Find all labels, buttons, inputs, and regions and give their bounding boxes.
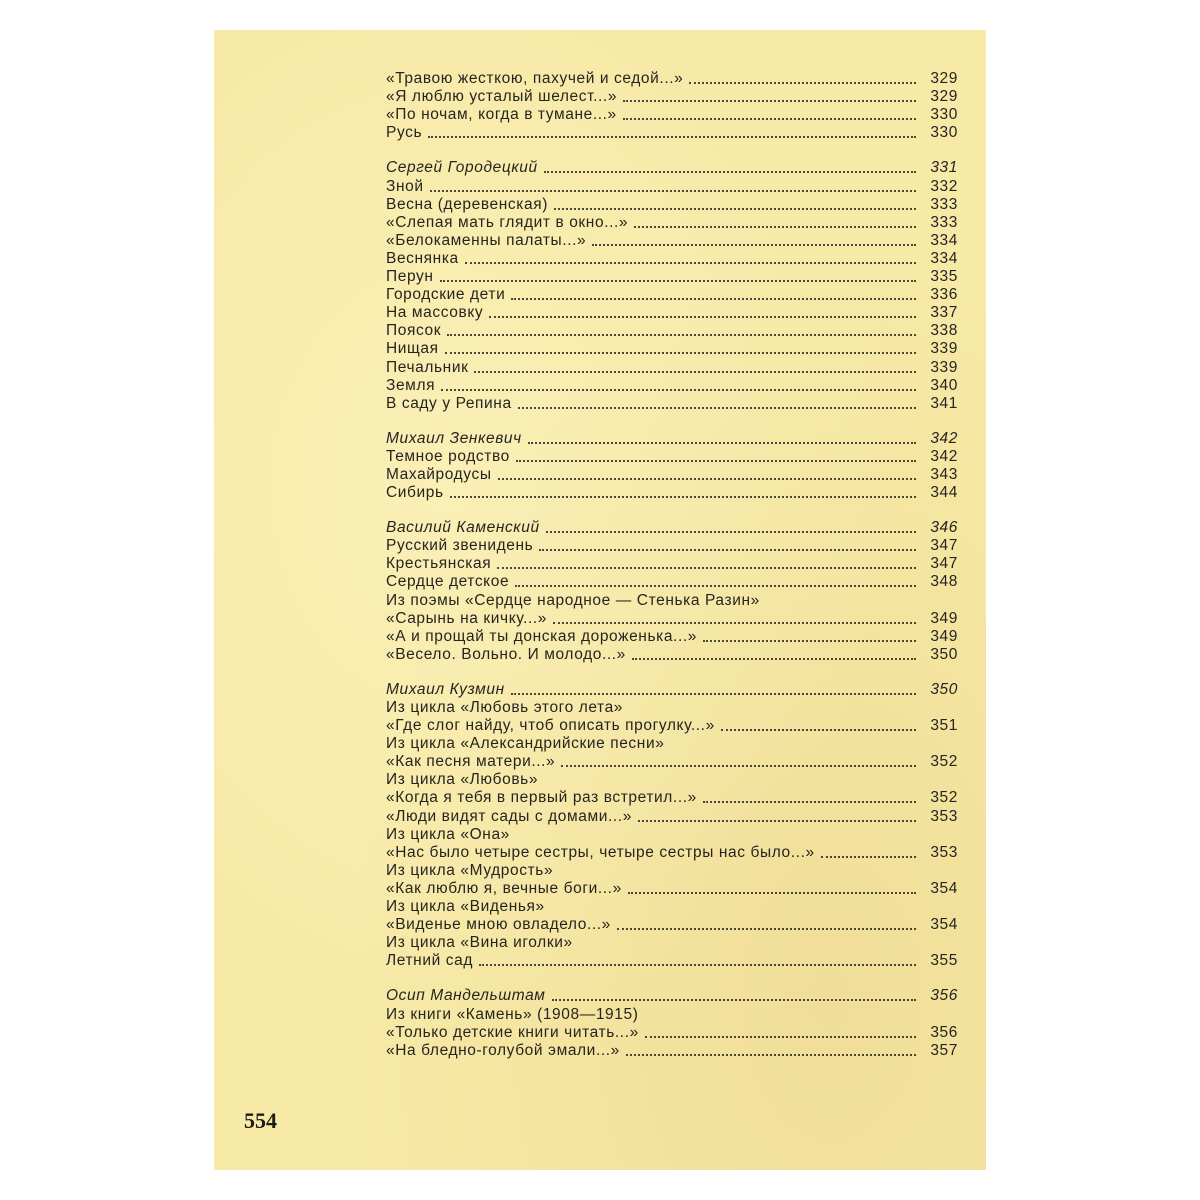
entry-title: «А и прощай ты донская дороженька...» [386, 627, 698, 645]
leader-dots [497, 567, 916, 569]
section-gap [386, 142, 958, 159]
leader-dots [632, 658, 916, 660]
entry-title: Из цикла «Вина иголки» [386, 934, 573, 952]
leader-dots [515, 585, 916, 587]
entry-title: Из поэмы «Сердце народное — Стенька Разин» [386, 591, 760, 609]
toc-entry-row [386, 1042, 958, 1060]
entry-title: Русь [386, 124, 423, 142]
entry-title: Зной [386, 177, 424, 195]
entry-page-number: 347 [930, 555, 958, 573]
author-name: Осип Мандельштам [386, 987, 546, 1005]
toc-entry-row [386, 358, 958, 376]
toc-entry-row [386, 628, 958, 646]
leader-dots [498, 478, 916, 480]
toc-entry-row [386, 268, 958, 286]
entry-title: На массовку [386, 304, 484, 322]
leader-dots [511, 298, 916, 300]
entry-page-number: 342 [930, 447, 958, 465]
entry-title: Летний сад [386, 952, 473, 970]
leader-dots [450, 496, 916, 498]
entry-title: «Белокаменны палаты...» [386, 231, 587, 249]
section-gap [386, 502, 958, 519]
entry-page-number: 332 [930, 177, 958, 195]
leader-dots [623, 100, 916, 102]
entry-title: Городские дети [386, 286, 506, 304]
toc-entry-row [386, 789, 958, 807]
entry-title: «Травою жесткою, пахучей и седой...» [386, 70, 684, 88]
entry-title: «Весело. Вольно. И молодо...» [386, 645, 626, 663]
entry-page-number: 353 [930, 807, 958, 825]
entry-page-number: 356 [930, 987, 958, 1005]
entry-page-number: 352 [930, 789, 958, 807]
author-name: Василий Каменский [386, 519, 540, 537]
entry-title: Из цикла «Александрийские песни» [386, 735, 665, 753]
entry-title: «Как люблю я, вечные боги...» [386, 879, 622, 897]
leader-dots [628, 892, 916, 894]
entry-title: «Сарынь на кичку...» [386, 609, 548, 627]
author-name: Сергей Городецкий [386, 159, 538, 177]
toc-entry-row [386, 807, 958, 825]
toc-entry-row [386, 916, 958, 934]
entry-page-number: 347 [930, 537, 958, 555]
entry-page-number: 354 [930, 916, 958, 934]
entry-title: «Когда я тебя в первый раз встретил...» [386, 789, 697, 807]
leader-dots [489, 316, 916, 318]
page-number: 554 [244, 1108, 277, 1133]
toc-author-row [386, 519, 958, 537]
entry-title: Темное родство [386, 447, 510, 465]
entry-page-number: 333 [930, 195, 958, 213]
entry-page-number: 348 [930, 573, 958, 591]
toc-entry-row [386, 124, 958, 142]
leader-dots [634, 226, 916, 228]
book-page [214, 30, 986, 1170]
toc-author-row [386, 987, 958, 1005]
toc-entry-row [386, 537, 958, 555]
leader-dots [626, 1054, 916, 1056]
leader-dots [592, 244, 916, 246]
entry-title: Земля [386, 376, 436, 394]
entry-title: Веснянка [386, 249, 459, 267]
toc-entry-row [386, 88, 958, 106]
entry-page-number: 336 [930, 286, 958, 304]
toc-cycle-heading [386, 826, 958, 844]
leader-dots [638, 820, 916, 822]
leader-dots [511, 693, 916, 695]
toc-entry-row [386, 573, 958, 591]
toc-entry-row [386, 717, 958, 735]
leader-dots [689, 82, 916, 84]
toc-entry-row [386, 484, 958, 502]
toc-cycle-heading [386, 1005, 958, 1023]
toc-entry-row [386, 196, 958, 214]
author-name: Михаил Зенкевич [386, 429, 522, 447]
toc-entry-row [386, 177, 958, 195]
entry-title: Сердце детское [386, 573, 510, 591]
toc-entry-row [386, 448, 958, 466]
entry-title: «Только детские книги читать...» [386, 1023, 639, 1041]
leader-dots [447, 334, 916, 336]
entry-title: Махайродусы [386, 465, 492, 483]
toc-entry-row [386, 952, 958, 970]
toc-entry-row [386, 880, 958, 898]
entry-title: «Люди видят сады с домами...» [386, 807, 632, 825]
table-of-contents [386, 70, 958, 1060]
entry-page-number: 333 [930, 213, 958, 231]
leader-dots [465, 262, 916, 264]
toc-author-row [386, 430, 958, 448]
toc-entry-row [386, 232, 958, 250]
entry-title: Нищая [386, 340, 439, 358]
entry-page-number: 340 [930, 376, 958, 394]
leader-dots [546, 531, 916, 533]
entry-title: Сибирь [386, 484, 444, 502]
entry-title: Из цикла «Она» [386, 825, 510, 843]
entry-page-number: 337 [930, 304, 958, 322]
leader-dots [441, 389, 916, 391]
entry-title: Из цикла «Виденья» [386, 898, 545, 916]
entry-title: «Где слог найду, чтоб описать прогулку...» [386, 717, 715, 735]
leader-dots [428, 136, 916, 138]
leader-dots [561, 765, 916, 767]
entry-page-number: 335 [930, 268, 958, 286]
leader-dots [445, 352, 916, 354]
entry-page-number: 329 [930, 70, 958, 88]
entry-page-number: 350 [930, 680, 958, 698]
leader-dots [703, 801, 916, 803]
toc-entry-row [386, 322, 958, 340]
entry-page-number: 341 [930, 394, 958, 412]
leader-dots [552, 999, 916, 1001]
leader-dots [539, 549, 916, 551]
entry-page-number: 334 [930, 231, 958, 249]
entry-title: Из цикла «Любовь» [386, 771, 539, 789]
toc-entry-row [386, 466, 958, 484]
entry-page-number: 346 [930, 519, 958, 537]
leader-dots [440, 280, 916, 282]
leader-dots [516, 460, 916, 462]
leader-dots [474, 371, 916, 373]
entry-title: Из цикла «Мудрость» [386, 861, 554, 879]
toc-cycle-heading [386, 591, 958, 609]
entry-page-number: 334 [930, 249, 958, 267]
toc-cycle-heading [386, 898, 958, 916]
toc-cycle-heading [386, 735, 958, 753]
toc-author-row [386, 681, 958, 699]
entry-title: «Нас было четыре сестры, четыре сестры нас было...» [386, 843, 815, 861]
leader-dots [645, 1036, 916, 1038]
entry-page-number: 343 [930, 465, 958, 483]
toc-entry-row [386, 250, 958, 268]
entry-title: Печальник [386, 358, 469, 376]
entry-page-number: 350 [930, 645, 958, 663]
entry-page-number: 344 [930, 484, 958, 502]
entry-page-number: 339 [930, 358, 958, 376]
section-gap [386, 664, 958, 681]
entry-page-number: 339 [930, 340, 958, 358]
leader-dots [617, 928, 916, 930]
leader-dots [544, 171, 916, 173]
entry-title: Из цикла «Любовь этого лета» [386, 699, 624, 716]
toc-entry-row [386, 1024, 958, 1042]
entry-page-number: 329 [930, 88, 958, 106]
entry-page-number: 330 [930, 124, 958, 142]
entry-title: «Я люблю усталый шелест...» [386, 88, 618, 106]
entry-title: «Как песня матери...» [386, 753, 556, 771]
entry-title: Весна (деревенская) [386, 195, 548, 213]
leader-dots [518, 407, 916, 409]
leader-dots [528, 442, 916, 444]
entry-title: «На бледно-голубой эмали...» [386, 1041, 620, 1059]
leader-dots [479, 964, 916, 966]
entry-page-number: 331 [930, 159, 958, 177]
toc-cycle-heading [386, 699, 958, 717]
toc-entry-row [386, 377, 958, 395]
toc-entry-row [386, 555, 958, 573]
entry-page-number: 349 [930, 609, 958, 627]
section-gap [386, 970, 958, 987]
entry-page-number: 355 [930, 952, 958, 970]
leader-dots [430, 190, 916, 192]
entry-page-number: 338 [930, 322, 958, 340]
entry-page-number: 342 [930, 429, 958, 447]
section-gap [386, 413, 958, 430]
toc-cycle-heading [386, 771, 958, 789]
entry-page-number: 356 [930, 1023, 958, 1041]
entry-title: Русский звенидень [386, 537, 534, 555]
toc-entry-row [386, 753, 958, 771]
toc-cycle-heading [386, 934, 958, 952]
entry-title: Крестьянская [386, 555, 492, 573]
toc-entry-row [386, 304, 958, 322]
entry-page-number: 330 [930, 106, 958, 124]
toc-entry-row [386, 340, 958, 358]
entry-page-number: 349 [930, 627, 958, 645]
toc-entry-row [386, 844, 958, 862]
entry-page-number: 354 [930, 879, 958, 897]
entry-title: Поясок [386, 322, 442, 340]
leader-dots [554, 208, 916, 210]
leader-dots [553, 622, 916, 624]
toc-cycle-heading [386, 862, 958, 880]
leader-dots [721, 729, 916, 731]
entry-title: «По ночам, когда в тумане...» [386, 106, 617, 124]
entry-page-number: 357 [930, 1041, 958, 1059]
toc-entry-row [386, 106, 958, 124]
toc-entry-row [386, 214, 958, 232]
leader-dots [703, 640, 916, 642]
leader-dots [821, 856, 916, 858]
leader-dots [623, 118, 916, 120]
toc-entry-row [386, 70, 958, 88]
entry-title: В саду у Репина [386, 394, 512, 412]
entry-title: «Слепая мать глядит в окно...» [386, 213, 629, 231]
toc-entry-row [386, 646, 958, 664]
entry-page-number: 352 [930, 753, 958, 771]
entry-title: Из книги «Камень» (1908—1915) [386, 1005, 639, 1023]
author-name: Михаил Кузмин [386, 680, 505, 698]
entry-title: «Виденье мною овладело...» [386, 916, 611, 934]
toc-entry-row [386, 610, 958, 628]
toc-author-row [386, 159, 958, 177]
entry-page-number: 351 [930, 717, 958, 735]
entry-title: Перун [386, 268, 434, 286]
entry-page-number: 353 [930, 843, 958, 861]
toc-entry-row [386, 395, 958, 413]
toc-entry-row [386, 286, 958, 304]
